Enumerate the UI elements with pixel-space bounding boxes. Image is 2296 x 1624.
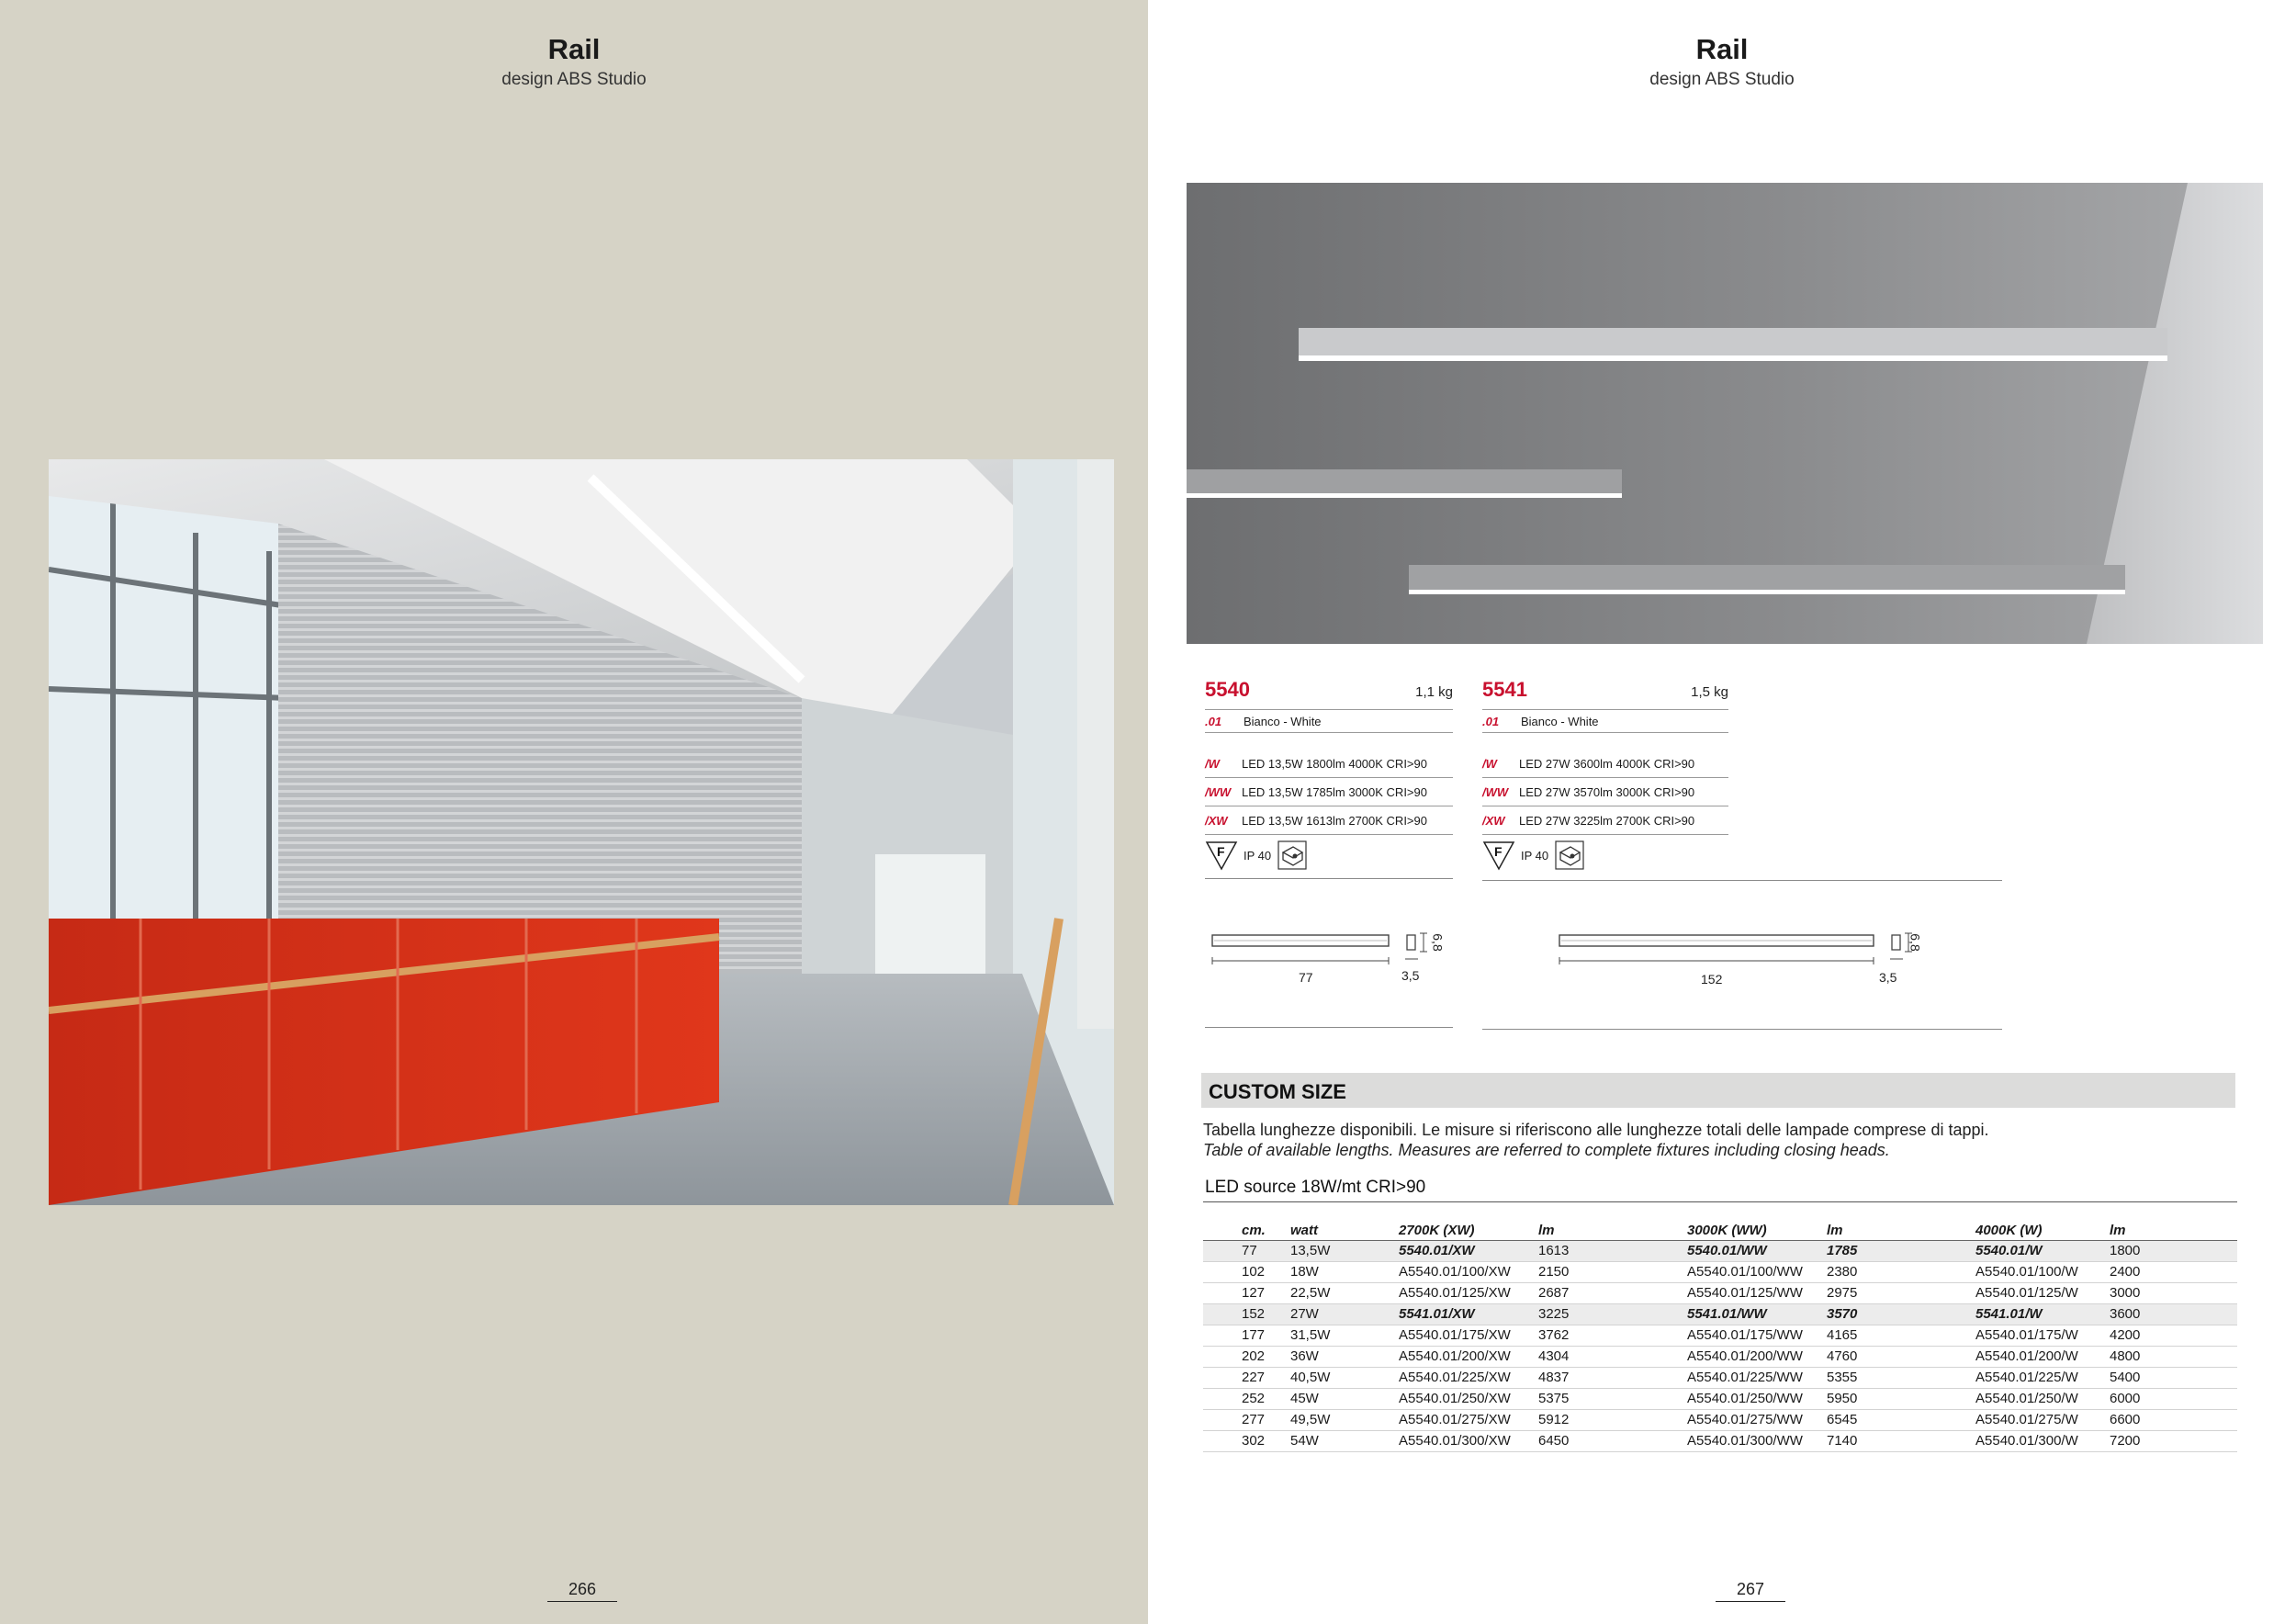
col-header-lm: lm (2110, 1219, 2237, 1240)
cell-watt: 36W (1290, 1346, 1399, 1367)
variant-desc: LED 27W 3600lm 4000K CRI>90 (1519, 756, 1695, 771)
cell-code-4000k: 5540.01/W (1975, 1240, 2110, 1261)
page-title: Rail (1695, 33, 1749, 65)
variant-code: /WW (1205, 784, 1232, 799)
cell-watt: 22,5W (1290, 1282, 1399, 1303)
technical-drawing-5540 (1210, 928, 1458, 983)
ip-rating: IP 40 (1244, 848, 1272, 863)
cell-cm: 202 (1203, 1346, 1290, 1367)
cell-code-3000k: A5540.01/100/WW (1687, 1261, 1827, 1282)
cell-lm-2700k: 3762 (1538, 1325, 1687, 1346)
cell-lm-3000k: 1785 (1827, 1240, 1975, 1261)
product-code: 5540 (1205, 678, 1250, 701)
interior-photo (49, 459, 1114, 1205)
description-en: Table of available lengths. Measures are referred to complete fixtures including closing heads. (1203, 1141, 1890, 1159)
col-header-4000k: 4000K (W) (1975, 1219, 2110, 1240)
cell-watt: 40,5W (1290, 1367, 1399, 1388)
cell-code-4000k: A5540.01/300/W (1975, 1430, 2110, 1451)
cell-lm-3000k: 7140 (1827, 1430, 1975, 1451)
cell-lm-4000k: 6600 (2110, 1409, 2237, 1430)
cell-lm-2700k: 2687 (1538, 1282, 1687, 1303)
section-title: CUSTOM SIZE (1209, 1080, 1346, 1103)
product-code: 5541 (1482, 678, 1527, 701)
cell-lm-2700k: 5912 (1538, 1409, 1687, 1430)
page-number: 266 (547, 1580, 617, 1602)
certification-row (1205, 835, 1453, 875)
cell-code-4000k: A5540.01/175/W (1975, 1325, 2110, 1346)
cell-code-4000k: 5541.01/W (1975, 1303, 2110, 1325)
cell-cm: 277 (1203, 1409, 1290, 1430)
cell-lm-3000k: 5950 (1827, 1388, 1975, 1409)
page-subtitle: design ABS Studio (1649, 70, 1795, 89)
f-mark-icon (1205, 840, 1238, 871)
cell-cm: 152 (1203, 1303, 1290, 1325)
finish-row (1205, 709, 1453, 733)
f-mark-icon (1482, 840, 1515, 871)
variant-row (1205, 806, 1453, 835)
cell-code-3000k: A5540.01/275/WW (1687, 1409, 1827, 1430)
cell-code-3000k: 5541.01/WW (1687, 1303, 1827, 1325)
description-it: Tabella lunghezze disponibili. Le misure si riferiscono alle lunghezze totali delle lampade comprese di tappi. (1203, 1121, 1989, 1139)
height-dimension: 6,8 (1430, 933, 1446, 952)
variant-row (1205, 778, 1453, 806)
finish-label: Bianco - White (1521, 714, 1599, 728)
cell-code-3000k: A5540.01/300/WW (1687, 1430, 1827, 1451)
cell-lm-2700k: 2150 (1538, 1261, 1687, 1282)
cell-code-4000k: A5540.01/250/W (1975, 1388, 2110, 1409)
product-weight: 1,5 kg (1691, 684, 1728, 700)
cell-code-2700k: 5541.01/XW (1399, 1303, 1538, 1325)
variant-desc: LED 13,5W 1613lm 2700K CRI>90 (1242, 813, 1427, 828)
cell-lm-3000k: 3570 (1827, 1303, 1975, 1325)
cell-code-2700k: A5540.01/200/XW (1399, 1346, 1538, 1367)
cell-lm-4000k: 1800 (2110, 1240, 2237, 1261)
col-header-lm: lm (1827, 1219, 1975, 1240)
cell-lm-4000k: 3000 (2110, 1282, 2237, 1303)
table-row (1203, 1430, 2237, 1451)
cell-watt: 31,5W (1290, 1325, 1399, 1346)
cell-lm-2700k: 3225 (1538, 1303, 1687, 1325)
cell-watt: 54W (1290, 1430, 1399, 1451)
table-row (1203, 1303, 2237, 1325)
table-header-row (1203, 1219, 2237, 1240)
cell-lm-4000k: 2400 (2110, 1261, 2237, 1282)
divider (1203, 1201, 2237, 1202)
col-header-watt: watt (1290, 1219, 1399, 1240)
variant-desc: LED 27W 3225lm 2700K CRI>90 (1519, 813, 1695, 828)
width-dimension: 3,5 (1401, 968, 1420, 983)
length-dimension: 152 (1701, 972, 1723, 987)
page-title: Rail (547, 33, 601, 65)
cell-lm-3000k: 4760 (1827, 1346, 1975, 1367)
length-dimension: 77 (1299, 970, 1313, 985)
cell-lm-2700k: 5375 (1538, 1388, 1687, 1409)
cell-lm-2700k: 4304 (1538, 1346, 1687, 1367)
variant-code: /W (1482, 756, 1497, 771)
divider (1205, 878, 1453, 879)
divider (1482, 880, 2002, 881)
col-header-3000k: 3000K (WW) (1687, 1219, 1827, 1240)
right-page (1148, 0, 2296, 1624)
height-dimension: 6,8 (1908, 933, 1923, 952)
cell-lm-3000k: 4165 (1827, 1325, 1975, 1346)
variant-code: /XW (1205, 813, 1228, 828)
finish-code: .01 (1482, 714, 1500, 728)
cell-lm-4000k: 4800 (2110, 1346, 2237, 1367)
variant-desc: LED 13,5W 1800lm 4000K CRI>90 (1242, 756, 1427, 771)
table-row (1203, 1346, 2237, 1367)
ip-rating: IP 40 (1521, 848, 1549, 863)
col-header-lm: lm (1538, 1219, 1687, 1240)
product-photo (1187, 183, 2263, 644)
cell-lm-4000k: 5400 (2110, 1367, 2237, 1388)
cell-code-2700k: A5540.01/125/XW (1399, 1282, 1538, 1303)
variant-row (1482, 778, 1728, 806)
cell-code-2700k: A5540.01/100/XW (1399, 1261, 1538, 1282)
cell-code-2700k: A5540.01/175/XW (1399, 1325, 1538, 1346)
variant-row (1205, 750, 1453, 778)
cell-code-2700k: A5540.01/225/XW (1399, 1367, 1538, 1388)
finish-row (1482, 709, 1728, 733)
cell-lm-4000k: 3600 (2110, 1303, 2237, 1325)
cell-cm: 177 (1203, 1325, 1290, 1346)
page-number: 267 (1716, 1580, 1785, 1602)
table-row (1203, 1367, 2237, 1388)
cell-code-3000k: A5540.01/225/WW (1687, 1367, 1827, 1388)
product-spec-5540 (1205, 678, 1453, 875)
cell-code-3000k: 5540.01/WW (1687, 1240, 1827, 1261)
lengths-table (1203, 1219, 2237, 1452)
cell-cm: 102 (1203, 1261, 1290, 1282)
product-weight: 1,1 kg (1415, 684, 1453, 700)
cell-code-3000k: A5540.01/250/WW (1687, 1388, 1827, 1409)
width-dimension: 3,5 (1879, 970, 1897, 985)
variant-code: /WW (1482, 784, 1509, 799)
col-header-cm: cm. (1203, 1219, 1290, 1240)
f-mark-label: F (1494, 844, 1503, 859)
cell-code-3000k: A5540.01/175/WW (1687, 1325, 1827, 1346)
cell-lm-4000k: 4200 (2110, 1325, 2237, 1346)
certification-row (1482, 835, 1728, 875)
cell-watt: 27W (1290, 1303, 1399, 1325)
cell-code-4000k: A5540.01/225/W (1975, 1367, 2110, 1388)
cell-lm-2700k: 4837 (1538, 1367, 1687, 1388)
cell-lm-3000k: 6545 (1827, 1409, 1975, 1430)
table-row (1203, 1325, 2237, 1346)
table-row (1203, 1240, 2237, 1261)
custom-size-header (1201, 1073, 2235, 1108)
variant-code: /XW (1482, 813, 1505, 828)
table-row (1203, 1261, 2237, 1282)
table-row (1203, 1282, 2237, 1303)
cell-cm: 77 (1203, 1240, 1290, 1261)
variant-desc: LED 27W 3570lm 3000K CRI>90 (1519, 784, 1695, 799)
finish-code: .01 (1205, 714, 1222, 728)
cell-watt: 45W (1290, 1388, 1399, 1409)
page-subtitle: design ABS Studio (501, 70, 647, 89)
cell-code-2700k: A5540.01/300/XW (1399, 1430, 1538, 1451)
variant-row (1482, 806, 1728, 835)
cell-watt: 13,5W (1290, 1240, 1399, 1261)
variant-code: /W (1205, 756, 1220, 771)
cell-code-4000k: A5540.01/100/W (1975, 1261, 2110, 1282)
cell-cm: 127 (1203, 1282, 1290, 1303)
cell-lm-2700k: 1613 (1538, 1240, 1687, 1261)
variant-row (1482, 750, 1728, 778)
cell-cm: 252 (1203, 1388, 1290, 1409)
finish-label: Bianco - White (1244, 714, 1322, 728)
cell-code-3000k: A5540.01/125/WW (1687, 1282, 1827, 1303)
cell-code-2700k: A5540.01/275/XW (1399, 1409, 1538, 1430)
cell-lm-4000k: 6000 (2110, 1388, 2237, 1409)
product-spec-5541 (1482, 678, 1728, 875)
cell-lm-3000k: 2975 (1827, 1282, 1975, 1303)
cell-code-4000k: A5540.01/275/W (1975, 1409, 2110, 1430)
installation-box-icon (1554, 840, 1585, 871)
cell-code-2700k: A5540.01/250/XW (1399, 1388, 1538, 1409)
divider (1205, 1027, 1453, 1028)
cell-code-4000k: A5540.01/200/W (1975, 1346, 2110, 1367)
cell-watt: 18W (1290, 1261, 1399, 1282)
cell-code-2700k: 5540.01/XW (1399, 1240, 1538, 1261)
cell-lm-3000k: 2380 (1827, 1261, 1975, 1282)
cell-lm-3000k: 5355 (1827, 1367, 1975, 1388)
table-row (1203, 1388, 2237, 1409)
f-mark-label: F (1217, 844, 1225, 859)
cell-lm-4000k: 7200 (2110, 1430, 2237, 1451)
cell-code-4000k: A5540.01/125/W (1975, 1282, 2110, 1303)
technical-drawing-5541 (1558, 928, 1925, 983)
cell-code-3000k: A5540.01/200/WW (1687, 1346, 1827, 1367)
cell-watt: 49,5W (1290, 1409, 1399, 1430)
divider (1482, 1029, 2002, 1030)
cell-lm-2700k: 6450 (1538, 1430, 1687, 1451)
installation-box-icon (1277, 840, 1308, 871)
table-row (1203, 1409, 2237, 1430)
variant-desc: LED 13,5W 1785lm 3000K CRI>90 (1242, 784, 1427, 799)
led-source-note: LED source 18W/mt CRI>90 (1205, 1178, 1426, 1197)
cell-cm: 227 (1203, 1367, 1290, 1388)
cell-cm: 302 (1203, 1430, 1290, 1451)
col-header-2700k: 2700K (XW) (1399, 1219, 1538, 1240)
